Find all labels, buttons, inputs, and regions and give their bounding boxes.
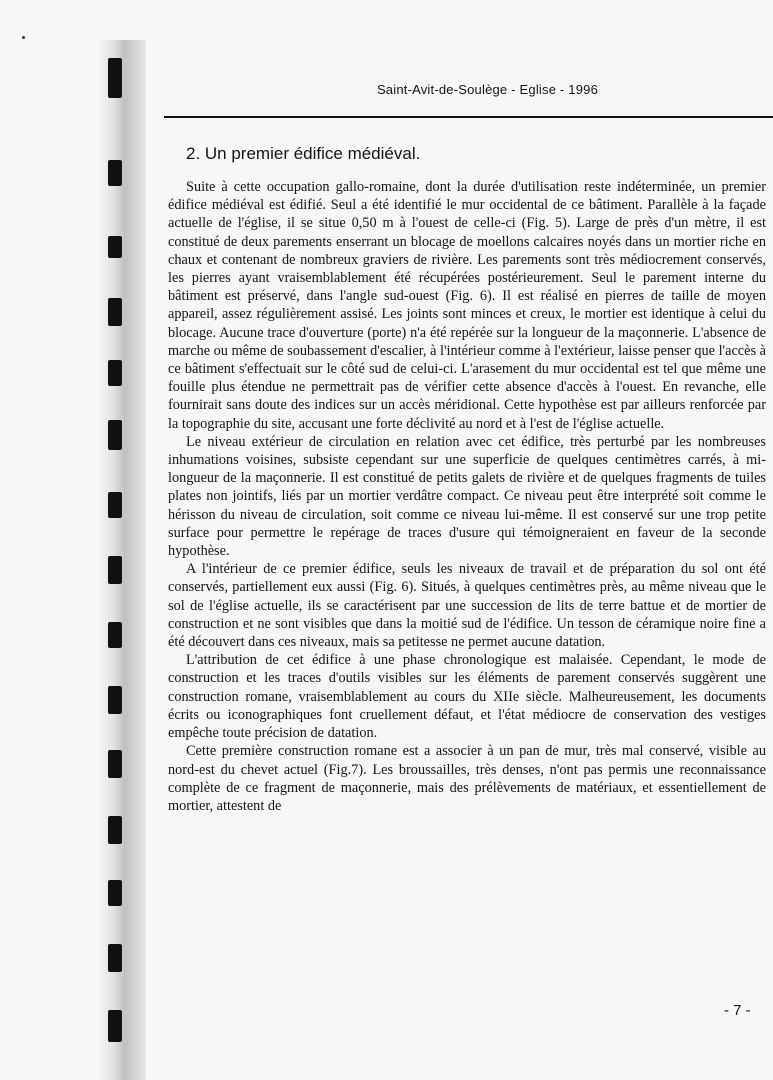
binding-hole — [108, 816, 122, 844]
page-number: - 7 - — [724, 1002, 751, 1019]
binding-hole — [108, 750, 122, 778]
binding-hole — [108, 360, 122, 386]
binding-hole — [108, 492, 122, 518]
header-rule — [164, 116, 773, 118]
binding-hole — [108, 686, 122, 714]
binding-hole — [108, 236, 122, 258]
running-header: Saint-Avit-de-Soulège - Eglise - 1996 — [376, 82, 598, 97]
paragraph: A l'intérieur de ce premier édifice, seuls les niveaux de travail et de préparation du sol ont été conservés, partiellement eux aussi (Fig. 6). Situés, à quelques centimètres près, au même niveau que le sol de l'église actuelle, ils se caractérisent par une succession de lits de terre battue et de mortier de construction et ne sont visibles que dans la moitié sud de l'édifice. Un tesson de céramique noire fine a été découvert dans ces niveaux, mais sa petitesse ne permet aucune datation. — [168, 561, 766, 651]
section-title: 2. Un premier édifice médiéval. — [186, 144, 421, 163]
binding-hole — [108, 944, 122, 972]
binding-shadow — [98, 40, 146, 1080]
binding-hole — [108, 160, 122, 186]
binding-hole — [108, 556, 122, 584]
binding-hole — [108, 420, 122, 450]
paragraph: Le niveau extérieur de circulation en relation avec cet édifice, très perturbé par les nombreuses inhumations voisines, subsiste cependant sur une superficie de quelques centimètres carrés, à mi-longueur de la maçonnerie. Il est constitué de petits galets de rivière et de quelques fragments de tuiles plates non jointifs, liés par un mortier verdâtre compact. Ce niveau peut être interprété soit comme le hérisson du niveau de circulation, soit comme ce niveau lui-même. Il est conservé sur une trop petite surface pour permettre le repérage de traces d'usure qui témoigneraient en faveur de la seconde hypothèse. — [168, 433, 766, 560]
paragraph: L'attribution de cet édifice à une phase chronologique est malaisée. Cependant, le mode de construction et les traces d'outils visibles sur les éléments de parement conservés suggèrent une construction romane, vraisemblablement au cours du XIIe siècle. Malheureusement, les documents écrits ou iconographiques font cruellement défaut, et l'état médiocre de conservation des vestiges empêche toute précision de datation. — [168, 652, 766, 742]
binding-hole — [108, 622, 122, 648]
binding-hole — [108, 1010, 122, 1042]
speck — [22, 36, 25, 39]
paragraph: Cette première construction romane est a associer à un pan de mur, très mal conservé, visible au nord-est du chevet actuel (Fig.7). Les broussailles, très denses, n'ont pas permis une reconnaissance complète de ce fragment de maçonnerie, mais des prélèvements de matériaux, et essentiellement de mortier, attestent de — [168, 743, 766, 814]
body-text — [168, 178, 766, 815]
paragraph: Suite à cette occupation gallo-romaine, dont la durée d'utilisation reste indéterminée, un premier édifice médiéval est édifié. Seul a été identifié le mur occidental de ce bâtiment. Parallèle à la façade actuelle de l'église, il se situe 0,50 m à l'ouest de celle-ci (Fig. 5). Large de près d'un mètre, il est constitué de deux parements enserrant un blocage de moellons calcaires noyés dans un mortier riche en chaux et contenant de nombreux graviers de rivière. Les parements sont très médiocrement conservés, les pierres ayant vraisemblablement été récupérées postérieurement. Seul le parement interne du bâtiment est préservé, dans l'angle sud-ouest (Fig. 6). Il est réalisé en pierres de taille de moyen appareil, assez régulièrement assisé. Les joints sont minces et creux, le mortier est identique à celui du blocage. Aucune trace d'ouverture (porte) n'a été repérée sur la longueur de la maçonnerie. L'absence de marche ou même de soubassement d'escalier, à l'intérieur comme à l'extérieur, laisse penser que l'accès à ce bâtiment s'effectuait sur le côté sud de celui-ci. L'arasement du mur occidental est tel que même une fouille plus étendue ne permettrait pas de vérifier cette absence d'accès à l'ouest. En revanche, elle fournirait sans doute des indices sur un accès méridional. Cette hypothèse est par ailleurs renforcée par la topographie du site, accusant une forte déclivité au nord et à l'est de l'église actuelle. — [168, 179, 766, 432]
binding-hole — [108, 880, 122, 906]
binding-hole — [108, 298, 122, 326]
